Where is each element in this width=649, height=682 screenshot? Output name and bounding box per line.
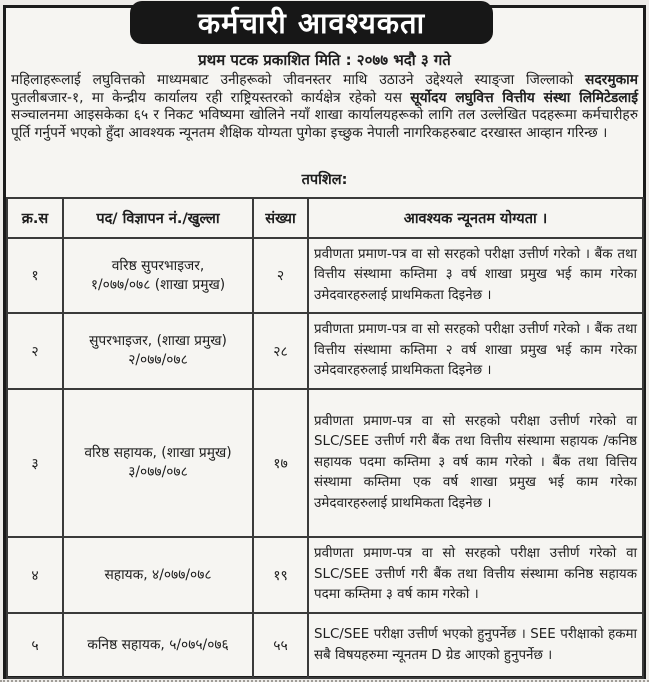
cell-count: ५५ (253, 613, 308, 678)
post-line-1: वरिष्ठ सुपरभाइजर, (111, 257, 205, 274)
intro-segment-bold: सदरमुकाम (585, 72, 638, 88)
intro-segment: पुतलीबजार-१, मा केन्द्रीय कार्यालय रही राष्ट्रियस्तरको कार्यक्षेत्र रहेको यस (11, 89, 411, 106)
cell-count: १७ (253, 389, 308, 537)
intro-segment-bold: सूर्योदय लघुवित्त वित्तीय संस्था लिमिटेडलाई (410, 89, 638, 106)
header-cell-count: संख्या (253, 198, 308, 238)
table-header-row (7, 198, 643, 238)
publish-date: प्रथम पटक प्रकाशित मिति : २०७७ भदौ ३ गते (198, 51, 451, 69)
cell-qualification: प्रवीणता प्रमाण-पत्र वा सो सरहको परीक्षा उत्तीर्ण गरेको वा SLC/SEE उत्तीर्ण गरी बैंक तथा वित्तीय संस्थामा कनिष्ठ सहायक पदमा कम्तिमा ३ वर्ष काम गरेको । (308, 537, 643, 613)
post-line-1: सहायक, ४/०७७/०७८ (104, 566, 212, 583)
cell-sn: १ (7, 238, 63, 313)
post-line-2: २/०७७/०७८ (128, 352, 188, 368)
cell-post (63, 537, 253, 613)
header-cell-sn: क्र.स (7, 198, 63, 238)
cell-sn: ४ (7, 537, 63, 613)
header-cell-qualification: आवश्यक न्यूनतम योग्यता । (308, 198, 643, 238)
ad-title: कर्मचारी आवश्यकता (197, 6, 426, 40)
cell-sn: ३ (7, 389, 63, 537)
post-line-2: १/०७७/०७८ (शाखा प्रमुख) (90, 276, 226, 293)
header-cell-post: पद/ विज्ञापन नं./खुल्ला (63, 198, 253, 238)
cell-count: २ (253, 238, 308, 313)
cell-sn: २ (7, 313, 63, 389)
vacancy-table (6, 197, 644, 679)
post-line-1: सुपरभाइजर, (शाखा प्रमुख) (89, 333, 227, 349)
cell-qualification: प्रवीणता प्रमाण-पत्र वा सो सरहको परीक्षा उत्तीर्ण गरेको । बैंक तथा वित्तीय संस्थामा कम्तिमा २ वर्ष शाखा प्रमुख भई काम गरेका उमेदवारहरुलाई प्राथमिकता दिइनेछ । (308, 313, 643, 389)
cell-qualification: प्रवीणता प्रमाण-पत्र वा सो सरहको परीक्षा उत्तीर्ण गरेको । बैंक तथा वित्तीय संस्थामा कम्तिमा ३ वर्ष शाखा प्रमुख भई काम गरेका उमेदवारहरुलाई प्राथमिकता दिइनेछ । (308, 238, 643, 313)
intro-segment: महिलाहरूलाई लघुवित्तको माध्यमबाट उनीहरूको जीवनस्तर माथि उठाउने उद्देश्यले स्याङ्जा जिल्लाको (11, 72, 586, 88)
cell-post (63, 613, 253, 678)
cell-sn: ५ (7, 613, 63, 678)
table-row (7, 313, 643, 389)
cell-qualification: SLC/SEE परीक्षा उत्तीर्ण भएको हुनुपर्नेछ । SEE परीक्षाको हकमा सबै विषयहरुमा न्यूनतम D ग्रेड आएको हुनुपर्नेछ । (308, 613, 643, 678)
post-line-1: वरिष्ठ सहायक, (शाखा प्रमुख) (84, 445, 232, 461)
table-row (7, 238, 643, 313)
post-line-1: कनिष्ठ सहायक, ५/०७५/०७६ (87, 637, 229, 653)
intro-segment: सञ्चालनमा आइसकेका ६५ र निकट भविष्यमा खोलिने नयाँ शाखा कार्यालयहरूको लागि तल उल्लेखित पदहरूमा कर्मचारीहरु पूर्ति गर्नुपर्ने भएको हुँदा आवश्यक न्यूनतम शैक्षिक योग्यता पुगेका इच्छुक नेपाली नागरिकहरुबाट दरखास्त आव्हान गरिन्छ । (11, 107, 638, 141)
post-line-2: ३/०७७/०७८ (128, 464, 188, 480)
cell-qualification: प्रवीणता प्रमाण-पत्र वा सो सरहको परीक्षा उत्तीर्ण गरेको वा SLC/SEE उत्तीर्ण गरी बैंक तथा वित्तीय संस्थामा सहायक /कनिष्ठ सहायक पदमा कम्तिमा ३ वर्ष काम गरेको । बैंक तथा वित्तिय संस्थामा कम्तिमा एक वर्ष शाखा प्रमुख भई काम गरेका उमेदवारहरुलाई प्राथमिकता दिइनेछ । (308, 389, 643, 537)
ad-title-banner (130, 1, 493, 44)
cell-count: २८ (253, 313, 308, 389)
cell-post (63, 389, 253, 537)
table-row (7, 389, 643, 537)
cell-count: १९ (253, 537, 308, 613)
table-row (7, 613, 643, 678)
intro-paragraph (11, 72, 638, 142)
cell-post (63, 238, 253, 313)
tapasil-heading: तपशिल: (301, 172, 348, 188)
cell-post (63, 313, 253, 389)
table-row (7, 537, 643, 613)
